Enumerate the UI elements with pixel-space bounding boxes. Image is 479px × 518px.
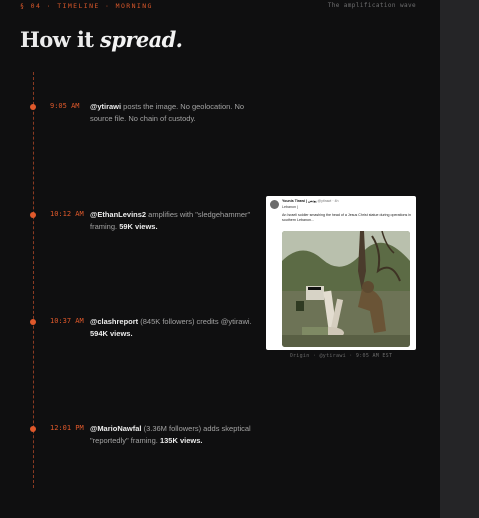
timeline-dot-icon <box>30 319 36 325</box>
tweet-author <box>282 199 339 203</box>
event-text: (3.36M followers) adds skeptical "reportedly" framing. <box>90 424 251 445</box>
tweet-photo <box>282 231 410 347</box>
avatar <box>270 200 279 209</box>
event-time: 9:05 AM <box>50 102 80 110</box>
event-description <box>90 423 268 446</box>
event-time: 12:01 PM <box>50 424 84 432</box>
event-time: 10:37 AM <box>50 317 84 325</box>
statue-photo-image <box>282 231 410 347</box>
event-description <box>90 101 268 124</box>
event-description <box>90 209 268 232</box>
tweet-author-name: Younis Tirawi | يونس <box>282 199 317 203</box>
event-views: 594K views. <box>90 328 133 338</box>
event-time: 10:12 AM <box>50 210 84 218</box>
top-bar <box>20 2 416 12</box>
tweet-author-handle: @ytirawi · 4h <box>317 199 339 203</box>
timeline-dot-icon <box>30 104 36 110</box>
right-gutter <box>440 0 479 518</box>
event-handle[interactable]: @clashreport <box>90 317 139 326</box>
timeline-dot-icon <box>30 212 36 218</box>
event-handle[interactable]: @MarioNawfal <box>90 424 142 433</box>
event-views: 135K views. <box>159 435 203 445</box>
title-plain: How it <box>20 27 94 52</box>
timeline-dot-icon <box>30 426 36 432</box>
card-caption: Origin · @ytirawi · 9:05 AM EST <box>289 353 393 359</box>
tweet-text: An Israeli soldier smashing the head of a Jesus Christ statue during operations in southern Lebanon... <box>282 213 412 222</box>
section-subtitle: The amplification wave <box>327 2 416 9</box>
event-text: posts the image. No geolocation. No source file. No chain of custody. <box>90 102 245 123</box>
origin-tweet-card[interactable] <box>266 196 416 350</box>
tweet-location: Lebanon | <box>282 204 298 209</box>
event-text: (845K followers) credits @ytirawi. <box>138 317 252 326</box>
event-handle[interactable]: @ytirawi <box>90 102 122 111</box>
event-views: 59K views. <box>119 221 158 231</box>
event-handle[interactable]: @EthanLevins2 <box>90 210 147 219</box>
event-text: amplifies with "sledgehammer" framing. <box>90 210 251 231</box>
page-title <box>20 27 182 52</box>
title-italic: spread. <box>100 27 183 52</box>
event-description <box>90 316 268 339</box>
section-label: § 04 · TIMELINE · MORNING <box>20 2 153 10</box>
